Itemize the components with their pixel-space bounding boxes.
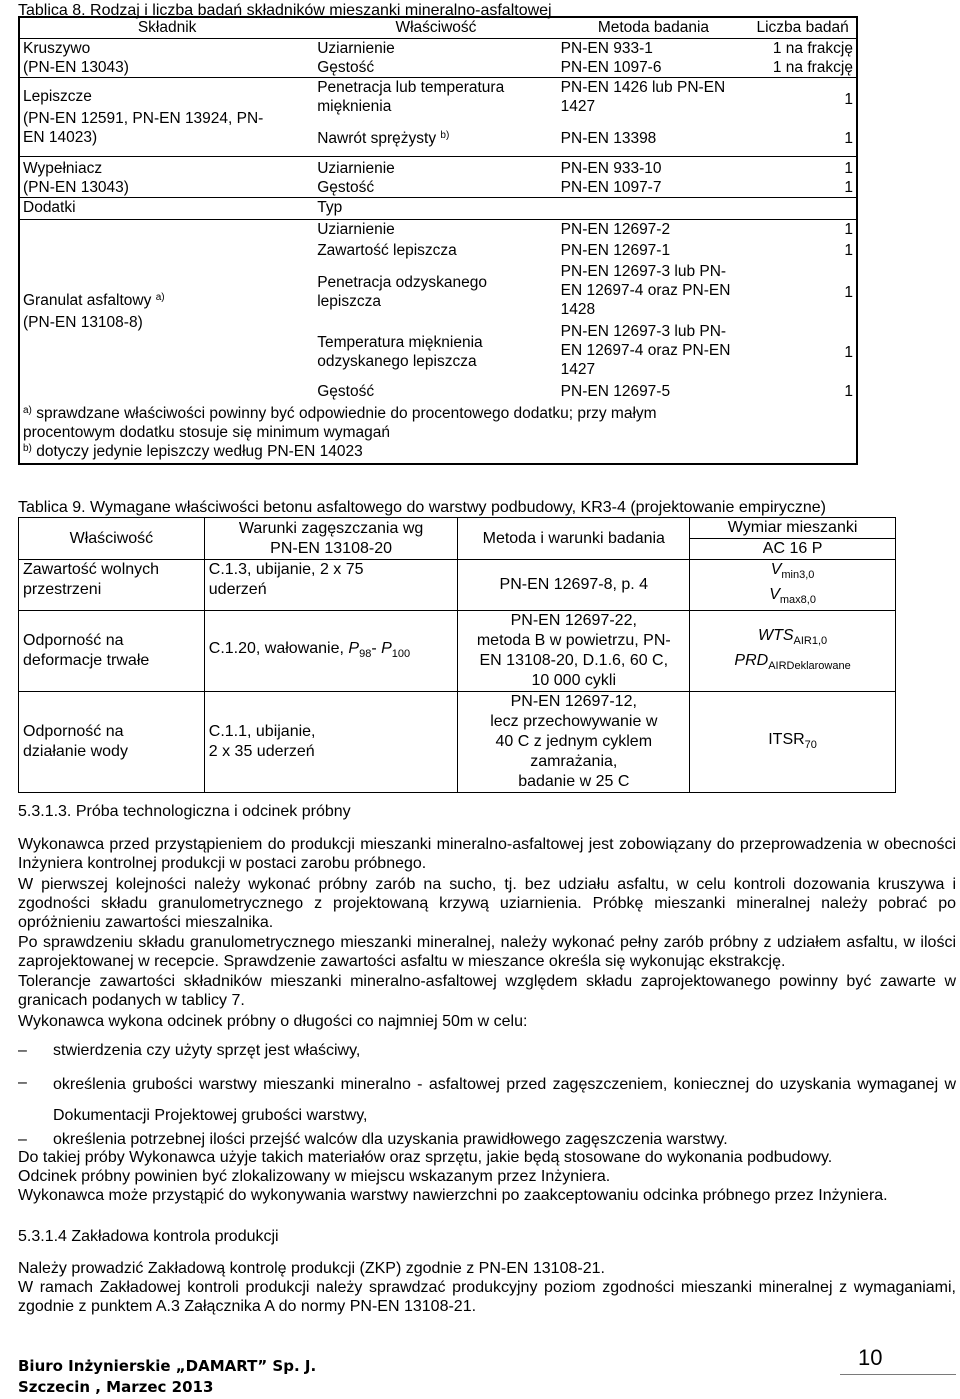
property-cell [19,611,205,692]
method-line: PN-EN 12697-3 lub PN- [560,263,727,280]
component-name-text: Granulat asfaltowy [23,292,152,309]
method-cell [458,692,690,793]
table-row [19,178,857,198]
method-line: badanie w 25 C [518,773,630,791]
paragraph: W ramach Zakładowej kontroli produkcji należy sprawdzać produkcyjny poziom zgodności mieszanki mineralnej z wymaganiami, zgodnie z punktem A.3 Załącznika A do normy PN-EN 13108-21. [18,1279,956,1315]
footnote-mark: a) [155,292,165,303]
property-cell: Uziarnienie [314,157,557,179]
symbol: WTS [757,627,794,645]
footnote-mark: a) [23,405,32,416]
table-header-row [19,518,896,539]
component-standard: (PN-EN 12591, PN-EN 13924, PN- [23,110,264,127]
count-cell: 1 [844,242,853,259]
paragraph: Należy prowadzić Zakładową kontrolę produkcji (ZKP) zgodnie z PN-EN 13108-21. [18,1260,605,1277]
symbol: P [348,639,360,657]
paragraph: Wykonawca może przystąpić do wykonywania warstwy nawierzchni po zaakceptowaniu odcinka próbnego przez Inżyniera. [18,1187,888,1204]
symbol-subscript: 70 [804,738,817,751]
property-cell: Typ [314,198,557,220]
count-cell: 1 [844,343,853,361]
footer-company: Biuro Inżynierskie „DAMART” Sp. J. [18,1357,317,1375]
footer-divider [840,1374,956,1375]
requirement-line [694,585,891,610]
property-cell: Gęstość [317,59,375,76]
footnote-b [23,442,853,461]
method-cell [458,611,690,692]
table-header-row [19,17,857,39]
method-line: lecz przechowywanie w [490,713,658,731]
component-cell: Wypełniacz [19,157,314,179]
table-footnote-row [19,403,857,464]
component-cell: (PN-EN 13043) [23,59,129,76]
count-cell: 1 [844,129,853,147]
method-cell: PN-EN 12697-2 [558,220,750,242]
paragraph: W pierwszej kolejności należy wykonać próbny zarób na sucho, tj. bez udziału asfaltu, w celu kontroli dozowania kruszywa i zgodności składu granulometrycznego z projektowaną krzywą uziarnienia. Próbkę mieszanki mineralnej należy pobrać po opróżnieniu zawartości mieszalnika. [18,876,956,931]
condition-line: C.1.1, ubijanie, [208,723,316,741]
table-row [19,692,896,793]
method-cell: PN-EN 933-10 [558,157,750,179]
footnote-text: procentowym dodatku stosuje się minimum wymagań [23,424,390,441]
header-line: Warunki zagęszczania wg [238,519,424,537]
page-number: 10 [858,1345,883,1370]
table-9 [18,517,896,793]
method-cell: PN-EN 933-1 [560,40,653,57]
requirement-cell [690,611,896,692]
header-cell: Wymiar mieszanki [690,518,896,539]
list-item-text: stwierdzenia czy użyty sprzęt jest właściwy, [53,1042,361,1059]
footer-place-date: Szczecin , Marzec 2013 [18,1378,214,1396]
condition-text: - [371,639,382,657]
condition-line: C.1.3, ubijanie, 2 x 75 [208,561,364,578]
component-cell: Kruszywo [23,40,91,57]
property-cell [314,322,557,382]
dash-bullet: – [18,1131,27,1148]
list-item-text: określenia potrzebnej ilości przejść walców dla uzyskania prawidłowego zagęszczenia warstwy. [53,1131,728,1148]
list-item-text: określenia grubości warstwy mieszanki mineralno - asfaltowej przed zagęszczeniem, koniecznej do uzyskania wymaganej w Dokumentacji Projektowej grubości warstwy, [53,1076,956,1124]
table-8-title: Tablica 8. Rodzaj i liczba badań składników mieszanki mineralno-asfaltowej [18,2,552,19]
method-line: 40 C z jednym cyklem [495,733,653,751]
symbol: V [769,586,780,604]
method-cell [558,262,750,322]
symbol-subscript: min3,0 [781,569,815,582]
method-cell: PN-EN 1097-7 [560,179,662,196]
table-row [19,157,857,179]
condition-line: 2 x 35 uderzeń [208,743,315,761]
count-cell: 1 [844,383,853,400]
component-name: Lepiszcze [23,88,92,105]
requirement-cell [690,692,896,793]
property-cell [314,262,557,322]
footnote-mark: b) [23,443,32,454]
table-9-title: Tablica 9. Wymagane właściwości betonu asfaltowego do warstwy podbudowy, KR3-4 (projektowanie empiryczne) [18,499,826,516]
count-cell: 1 na frakcję [772,59,853,76]
method-cell [558,78,750,121]
property-line: deformacje trwałe [23,652,150,670]
count-cell: 1 [749,157,857,179]
condition-cell [204,560,458,611]
method-line: 1427 [560,98,596,115]
component-standard: EN 14023) [23,129,98,146]
component-cell [19,220,314,404]
property-cell: Gęstość [317,179,375,196]
property-cell: Uziarnienie [314,220,557,242]
count-cell: 1 [749,78,857,121]
symbol: V [770,561,782,578]
property-text: Nawrót sprężysty [317,129,437,147]
property-line: Odporność na [23,632,124,650]
property-cell [314,78,557,121]
footnote-text: dotyczy jedynie lepiszczy według PN-EN 14023 [36,443,363,460]
header-line: PN-EN 13108-20 [270,539,392,557]
property-cell [19,560,205,611]
paragraph: Tolerancje zawartości składników mieszanki mineralno-asfaltowej względem składu zaprojektowanego powinny być zawarte w granicach podanych w tablicy 7. [18,973,956,1009]
count-cell: 1 [844,283,853,301]
footnote-mark: b) [440,129,450,141]
component-cell: (PN-EN 13043) [23,179,129,196]
paragraph: Po sprawdzeniu składu granulometrycznego mieszanki mineralnej, należy wykonać pełny zarób próbny z udziałem asfaltu, w ilości zaprojektowanej w recepcie. Sprawdzenie zawartości asfaltu w mieszance określa się wykonując ekstrakcję. [18,934,956,970]
header-cell: Składnik [19,17,314,39]
method-cell [558,322,750,382]
condition-line: uderzeń [208,581,267,598]
condition-cell [204,611,458,692]
property-line: Penetracja odzyskanego [317,274,487,291]
header-cell [204,518,458,560]
paragraph: Wykonawca przed przystąpieniem do produkcji mieszanki mineralno-asfaltowej jest zobowiązany do przeprowadzenia w obecności Inżyniera kontrolnej produkcji w postaci zarobu próbnego. [18,836,956,872]
condition-cell [204,692,458,793]
property-line: odzyskanego lepiszcza [317,353,477,370]
property-line: Odporność na [23,723,124,741]
header-cell: Liczba badań [749,17,857,39]
section-heading: 5.3.1.4 Zakładowa kontrola produkcji [18,1228,279,1245]
condition-text: C.1.20, wałowanie, [208,639,349,657]
method-cell: PN-EN 13398 [560,129,657,147]
method-line: EN 13108-20, D.1.6, 60 C, [479,652,669,670]
table-row [19,39,857,59]
property-line: lepiszcza [317,293,381,310]
method-line: 1428 [560,301,596,318]
symbol-subscript: 98 [359,647,372,660]
header-cell: Właściwość [19,518,205,560]
method-line: PN-EN 12697-3 lub PN- [560,323,727,340]
count-cell: 1 na frakcję [772,40,853,57]
symbol: PRD [734,652,769,670]
footnote-a [23,404,853,423]
table-row [19,198,857,220]
paragraph: Wykonawca wykona odcinek próbny o długości co najmniej 50m w celu: [18,1013,528,1030]
requirement-line [694,651,891,676]
dash-bullet: – [18,1074,27,1091]
property-cell: Uziarnienie [317,40,395,57]
method-line: PN-EN 12697-22, [510,612,637,630]
symbol: ITSR [768,730,805,748]
method-line: 10 000 cykli [531,672,617,690]
component-cell: Dodatki [19,198,314,220]
header-cell: Właściwość [314,17,557,39]
paragraph: Odcinek próbny powinien być zlokalizowany w miejscu wskazanym przez Inżyniera. [18,1168,611,1185]
method-line: 1427 [560,361,596,378]
property-line: Temperatura mięknienia [317,334,483,351]
symbol: P [381,639,392,657]
count-cell: 1 [749,220,857,242]
requirement-cell [690,560,896,611]
symbol-subscript: AIR1,0 [793,635,828,648]
paragraph: Do takiej próby Wykonawca użyje takich materiałów oraz sprzętu, jakie będą stosowane do wykonania podbudowy. [18,1149,833,1166]
footnote-text: sprawdzane właściwości powinny być odpowiednie do procentowego dodatku; przy małym [36,405,657,422]
symbol-subscript: max8,0 [779,594,816,607]
method-line: EN 12697-4 oraz PN-EN [560,342,731,359]
table-row [19,560,896,611]
table-row [19,78,857,121]
method-cell: PN-EN 12697-8, p. 4 [458,560,690,611]
header-cell: Metoda badania [558,17,750,39]
method-cell: PN-EN 1097-6 [560,59,662,76]
component-cell [19,78,314,157]
method-cell: PN-EN 12697-5 [560,383,671,400]
symbol-subscript: AIRDeklarowane [768,660,851,673]
method-line: PN-EN 1426 lub PN-EN [560,79,726,96]
table-row [19,58,857,78]
property-cell [19,692,205,793]
method-line: metoda B w powietrzu, PN- [476,632,671,650]
table-row [19,220,857,242]
property-cell [314,120,557,157]
table-row [19,611,896,692]
method-line: zamrażania, [530,753,618,771]
component-name [23,291,311,310]
property-line: działanie wody [23,743,128,761]
table-8 [18,16,858,465]
symbol-subscript: 100 [391,647,411,660]
property-line: mięknienia [317,98,392,115]
table-footnotes [19,403,857,464]
dash-bullet: – [18,1042,27,1059]
count-cell: 1 [844,179,853,196]
property-cell: Zawartość lepiszcza [317,242,457,259]
section-heading: 5.3.1.3. Próba technologiczna i odcinek próbny [18,803,351,820]
property-cell: Gęstość [317,383,375,400]
method-line: PN-EN 12697-12, [510,693,637,711]
requirement-line [694,626,891,651]
property-line: Penetracja lub temperatura [317,79,505,96]
property-line: Zawartość wolnych [23,561,160,578]
component-standard: (PN-EN 13108-8) [23,314,143,331]
method-line: EN 12697-4 oraz PN-EN [560,282,731,299]
header-cell: AC 16 P [690,539,896,560]
header-cell: Metoda i warunki badania [458,518,690,560]
property-line: przestrzeni [23,581,102,598]
requirement-line [694,560,891,585]
method-cell: PN-EN 12697-1 [560,242,671,259]
